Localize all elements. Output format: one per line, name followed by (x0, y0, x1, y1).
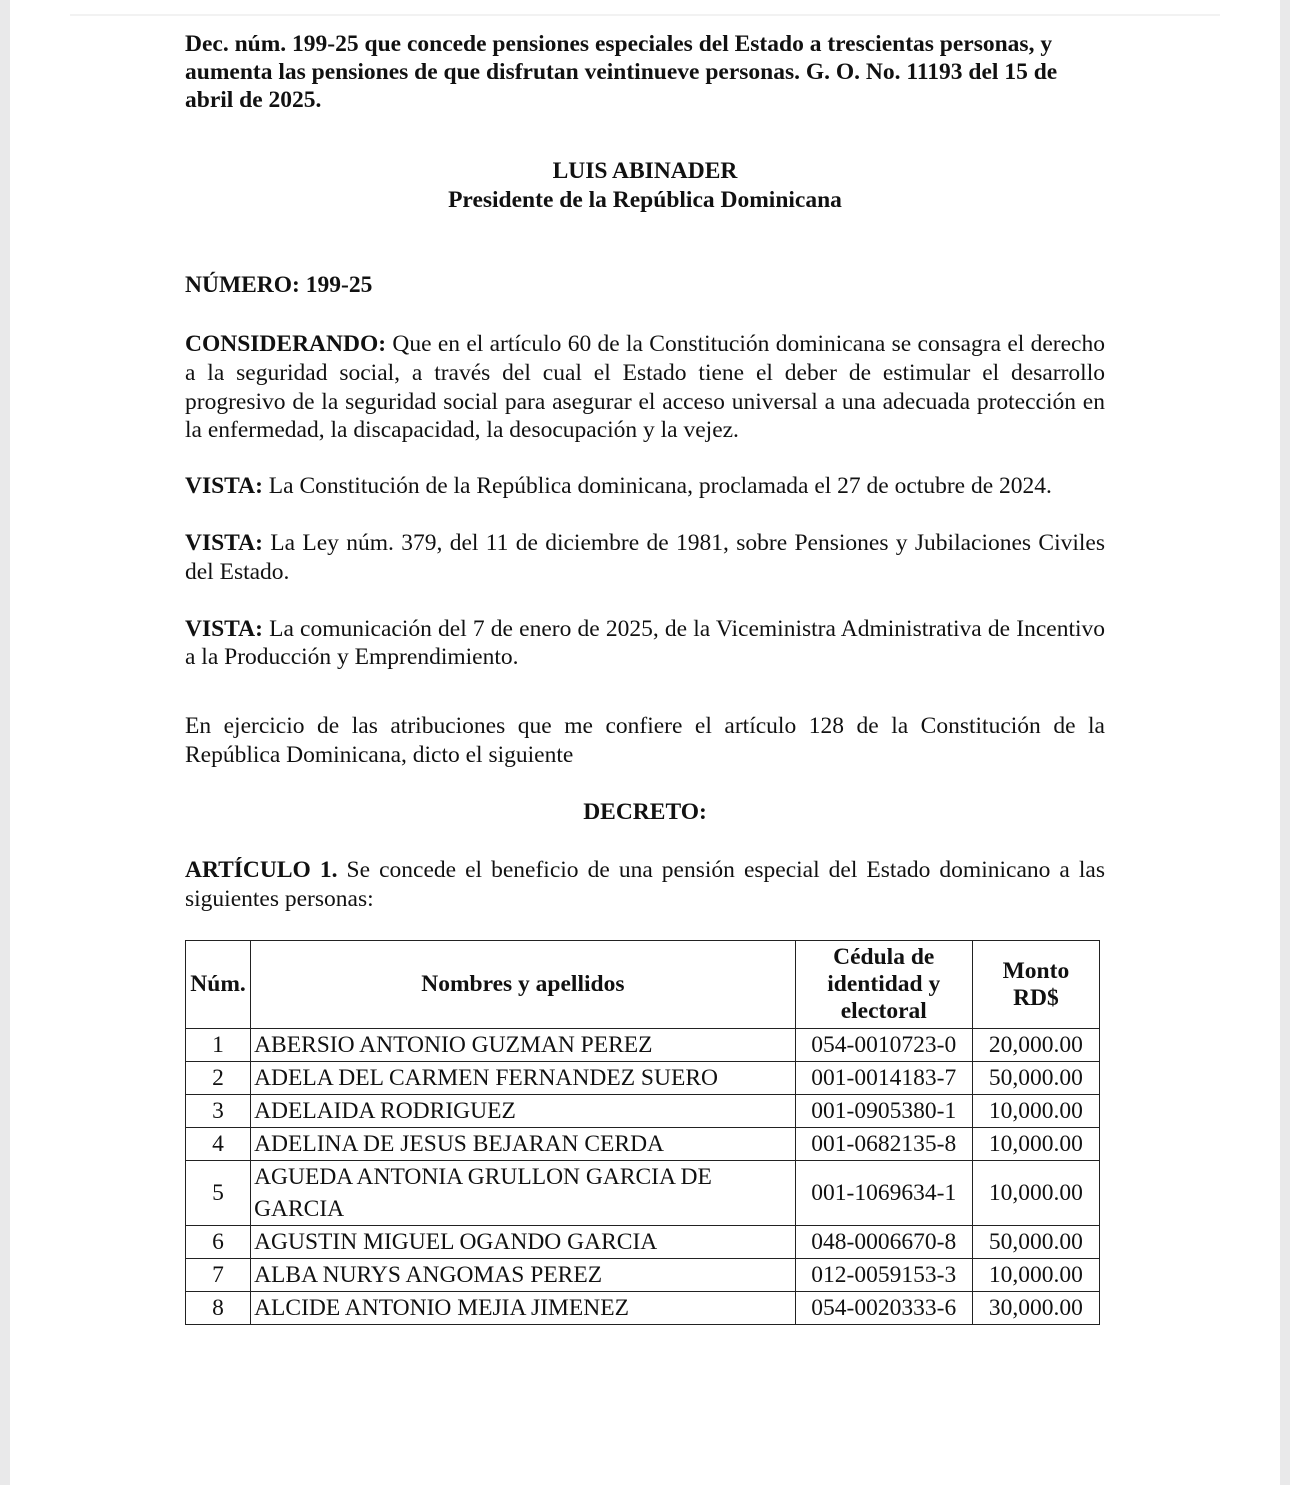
row-cedula: 054-0010723-0 (795, 1029, 972, 1062)
vista-paragraph-2 (185, 529, 1105, 587)
vista-label-3: VISTA: (185, 615, 263, 642)
header-num: Núm. (186, 941, 251, 1029)
header-cedula-line-1: Cédula de (833, 944, 935, 971)
row-name: ADELINA DE JESUS BEJARAN CERDA (251, 1128, 796, 1161)
row-name: ADELA DEL CARMEN FERNANDEZ SUERO (251, 1062, 796, 1095)
row-name: ADELAIDA RODRIGUEZ (251, 1095, 796, 1128)
president-name: LUIS ABINADER (552, 158, 738, 184)
row-num: 5 (186, 1161, 251, 1226)
table-row (186, 1226, 1100, 1259)
vista-paragraph-3 (185, 615, 1105, 673)
document-content (185, 30, 1105, 1325)
header-monto-line-1: Monto (1002, 957, 1070, 984)
page-top-edge (70, 14, 1220, 16)
row-cedula: 048-0006670-8 (795, 1226, 972, 1259)
row-num: 3 (186, 1095, 251, 1128)
table-row (186, 1259, 1100, 1292)
row-monto: 50,000.00 (972, 1226, 1099, 1259)
decree-title: Dec. núm. 199-25 que concede pensiones especiales del Estado a trescientas personas, y aumenta las pensiones de que disfrutan veintinueve personas. G. O. No. 11193 del 15 de abril de 2025. (185, 31, 1058, 113)
row-name: ALBA NURYS ANGOMAS PEREZ (251, 1259, 796, 1292)
considerando-text: Que en el artículo 60 de la Constitución dominicana se consagra el derecho a la seguridad social, a través del cual el Estado tiene el deber de estimular el desarrollo progresivo de la seguridad social para asegurar el acceso universal a una adecuada protección en la enfermedad, la discapacidad, la desocupación y la vejez. (185, 331, 1105, 444)
vista-text-1: La Constitución de la República dominicana, proclamada el 27 de octubre de 2024. (262, 473, 1052, 500)
row-num: 4 (186, 1128, 251, 1161)
table-row (186, 1128, 1100, 1161)
considerando-paragraph (185, 330, 1105, 445)
header-name: Nombres y apellidos (251, 941, 796, 1029)
pension-table (185, 940, 1100, 1325)
ejercicio-paragraph: En ejercicio de las atribuciones que me confiere el artículo 128 de la Constitución de la República Dominicana, dicto el siguiente (185, 713, 1105, 768)
decree-number: NÚMERO: 199-25 (185, 272, 373, 298)
row-cedula: 054-0020333-6 (795, 1292, 972, 1325)
vista-label-1: VISTA: (185, 473, 263, 500)
vista-paragraph-1 (185, 472, 1105, 501)
header-monto-line-2: RD$ (1013, 984, 1059, 1011)
table-row (186, 1292, 1100, 1325)
vista-text-3: La comunicación del 7 de enero de 2025, de la Viceministra Administrativa de Incentivo a la Producción y Emprendimiento. (185, 615, 1105, 671)
row-num: 7 (186, 1259, 251, 1292)
row-monto: 10,000.00 (972, 1095, 1099, 1128)
row-monto: 10,000.00 (972, 1128, 1099, 1161)
vista-label-2: VISTA: (185, 529, 263, 556)
row-cedula: 001-0014183-7 (795, 1062, 972, 1095)
row-monto: 30,000.00 (972, 1292, 1099, 1325)
row-monto: 50,000.00 (972, 1062, 1099, 1095)
articulo-1-paragraph (185, 856, 1105, 914)
president-title: Presidente de la República Dominicana (448, 187, 842, 213)
row-monto: 20,000.00 (972, 1029, 1099, 1062)
row-monto: 10,000.00 (972, 1259, 1099, 1292)
row-cedula: 001-0905380-1 (795, 1095, 972, 1128)
row-name: ABERSIO ANTONIO GUZMAN PEREZ (251, 1029, 796, 1062)
articulo-1-label: ARTÍCULO 1. (185, 856, 338, 883)
table-row (186, 1029, 1100, 1062)
table-row (186, 1095, 1100, 1128)
header-cedula-line-3: electoral (840, 998, 927, 1025)
header-monto (972, 941, 1099, 1029)
decreto-heading: DECRETO: (583, 798, 707, 825)
considerando-label: CONSIDERANDO: (185, 331, 387, 357)
row-cedula: 012-0059153-3 (795, 1259, 972, 1292)
row-name: AGUSTIN MIGUEL OGANDO GARCIA (251, 1226, 796, 1259)
header-cedula (795, 941, 972, 1029)
row-monto: 10,000.00 (972, 1161, 1099, 1226)
table-header-row (186, 941, 1100, 1029)
row-num: 6 (186, 1226, 251, 1259)
row-num: 8 (186, 1292, 251, 1325)
articulo-1-text: Se concede el beneficio de una pensión especial del Estado dominicano a las siguientes personas: (185, 856, 1105, 912)
header-cedula-line-2: identidad y (827, 971, 941, 998)
row-cedula: 001-0682135-8 (795, 1128, 972, 1161)
vista-text-2: La Ley núm. 379, del 11 de diciembre de 1981, sobre Pensiones y Jubilaciones Civiles del Estado. (185, 529, 1105, 585)
document-page (10, 0, 1280, 1485)
table-row (186, 1161, 1100, 1226)
row-cedula: 001-1069634-1 (795, 1161, 972, 1226)
row-num: 2 (186, 1062, 251, 1095)
row-num: 1 (186, 1029, 251, 1062)
table-row (186, 1062, 1100, 1095)
row-name: ALCIDE ANTONIO MEJIA JIMENEZ (251, 1292, 796, 1325)
row-name: AGUEDA ANTONIA GRULLON GARCIA DE GARCIA (251, 1161, 796, 1226)
